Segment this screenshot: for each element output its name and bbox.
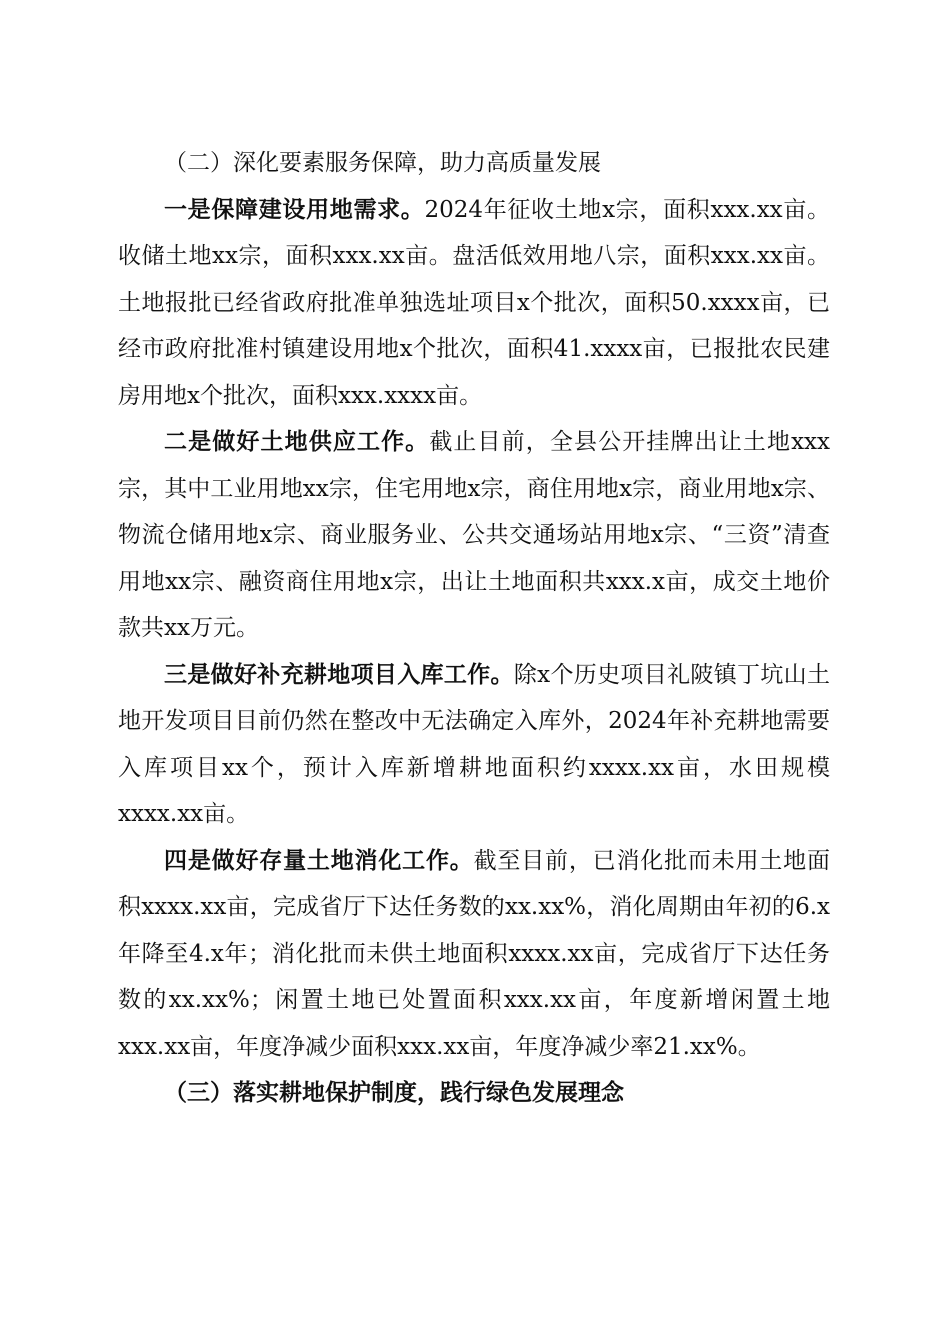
paragraph-lead: 四是做好存量土地消化工作。 — [164, 846, 474, 874]
paragraph-lead: 一是保障建设用地需求。 — [164, 195, 425, 223]
paragraph-lead: 三是做好补充耕地项目入库工作。 — [164, 660, 514, 688]
paragraph-text: 除x个历史项目礼陂镇丁坑山土地开发项目目前仍然在整改中无法确定入库外，2024年补充耕地需要入库项目xx个，预计入库新增耕地面积约xxxx.xx亩，水田规模xxxx.xx亩。 — [118, 661, 831, 827]
paragraph-2 — [118, 419, 830, 652]
paragraph-1 — [118, 187, 830, 420]
paragraph-text: 截止目前，全县公开挂牌出让土地xxx宗，其中工业用地xx宗，住宅用地x宗，商住用地x宗，商业用地x宗、物流仓储用地x宗、商业服务业、公共交通场站用地x宗、“三资”清查用地xx宗、融资商住用地x宗，出让土地面积共xxx.x亩，成交土地价款共xx万元。 — [118, 429, 831, 641]
paragraph-text: 截至目前，已消化批而未用土地面积xxxx.xx亩，完成省厅下达任务数的xx.xx%，消化周期由年初的6.x年降至4.x年；消化批而未供土地面积xxxx.xx亩，完成省厅下达任务数的xx.xx%；闲置土地已处置面积xxx.xx亩，年度新增闲置土地xxx.xx亩，年度净减少面积xxx.xx亩，年度净减少率21.xx%。 — [118, 847, 831, 1060]
paragraph-text: 2024年征收土地x宗，面积xxx.xx亩。收储土地xx宗，面积xxx.xx亩。盘活低效用地八宗，面积xxx.xx亩。土地报批已经省政府批准单独选址项目x个批次，面积50.xxxx亩，已经市政府批准村镇建设用地x个批次，面积41.xxxx亩，已报批农民建房用地x个批次，面积xxx.xxxx亩。 — [118, 196, 831, 409]
paragraph-lead: 二是做好土地供应工作。 — [164, 428, 430, 455]
document-body — [118, 140, 830, 1117]
paragraph-4 — [118, 838, 830, 1071]
section-heading-3: （三）落实耕地保护制度，践行绿色发展理念 — [164, 1079, 624, 1106]
section-heading-2: （二）深化要素服务保障，助力高质量发展 — [164, 150, 601, 176]
paragraph-3 — [118, 652, 830, 838]
